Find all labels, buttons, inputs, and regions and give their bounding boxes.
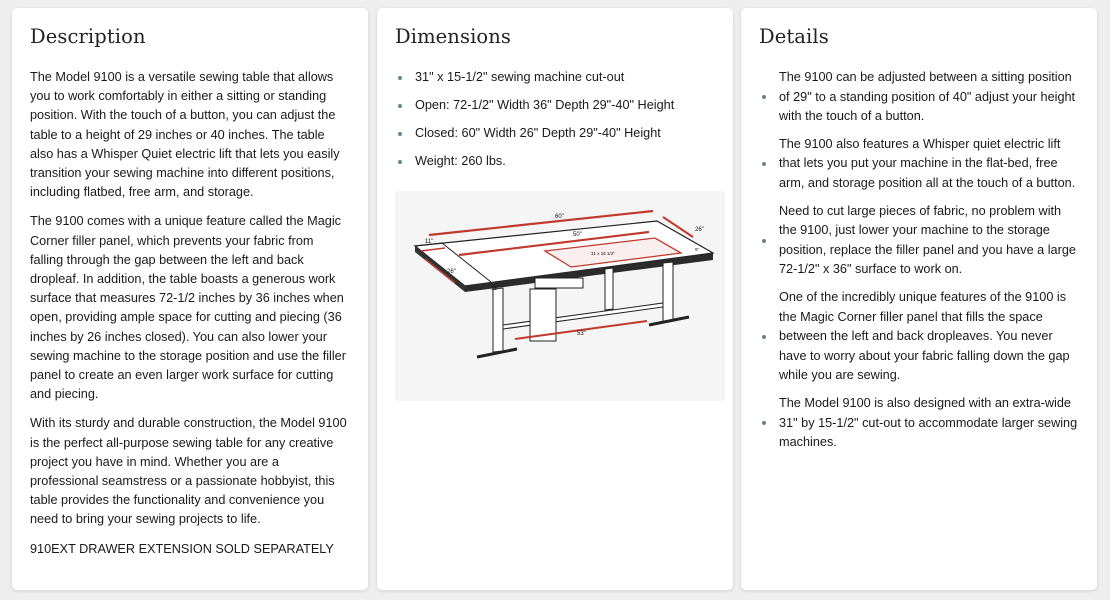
detail-item-magic-corner	[761, 288, 1079, 386]
detail-text: The Model 9100 is also designed with an extra-wide 31" by 15-1/2" cut-out to accommodate larger sewing machines.	[779, 395, 1078, 450]
detail-text: Need to cut large pieces of fabric, no problem with the 9100, just lower your machine to the storage position, replace the filler panel and you have a large 72-1/2" x 36" surface to work on.	[779, 203, 1076, 277]
leg-left	[493, 288, 503, 352]
detail-text: The 9100 also features a Whisper quiet electric lift that lets you put your machine in the flat-bed, free arm, and storage position all at the touch of a button.	[779, 136, 1076, 190]
label-cutout: 31 x 15 1/2"	[591, 251, 615, 256]
details-list	[761, 68, 1079, 453]
detail-item-cutout	[761, 394, 1079, 453]
dimension-item-cutout: 31" x 15-1/2" sewing machine cut-out	[397, 68, 715, 87]
detail-item-surface	[761, 202, 1079, 280]
detail-text: One of the incredibly unique features of the 9100 is the Magic Corner filler panel that fills the space between the left and back dropleaves. You never have to worry about your fabric falling down the gap while you are sewing.	[779, 289, 1070, 383]
description-card	[12, 8, 368, 590]
dimension-item-weight: Weight: 260 lbs.	[397, 152, 715, 171]
dimensions-list	[397, 68, 715, 171]
label-small-right: 9"	[695, 247, 700, 252]
label-width-inner: 50"	[573, 232, 582, 238]
drawer	[535, 278, 583, 288]
description-paragraph: The Model 9100 is a versatile sewing table that allows you to work comfortably in either a sitting or standing position. With the touch of a button, you can adjust the table to a height of 29 inches or 40 inches. The table also has a Whisper Quiet electric lift that lets you easily transition your sewing machine into different positions, including flatbed, free arm, and storage.	[30, 70, 340, 200]
detail-text: The 9100 can be adjusted between a sitting position of 29" to a standing position of 40" adjust your height with the touch of a button.	[779, 70, 1076, 124]
label-base: 53"	[577, 331, 586, 337]
description-body	[30, 68, 350, 559]
dimensions-card	[377, 8, 733, 590]
drawer-extension-note: 910EXT DRAWER EXTENSION SOLD SEPARATELY	[30, 541, 334, 556]
detail-item-lift	[761, 135, 1079, 194]
details-heading: Details	[759, 25, 829, 48]
description-paragraph: With its sturdy and durable construction, the Model 9100 is the perfect all-purpose sewing table for any creative project you have in mind. Whether you are a professional seamstress or a passionate hobbyist, this table provides the functionality and convenience you need to bring your sewing projects to life.	[30, 416, 347, 527]
label-front-small: 11"	[491, 286, 500, 292]
dimension-item-open: Open: 72-1/2" Width 36" Depth 29"-40" Height	[397, 96, 715, 115]
table-dimension-diagram	[395, 191, 725, 401]
dimensions-heading: Dimensions	[395, 25, 512, 48]
description-heading: Description	[30, 25, 146, 48]
description-paragraph: The 9100 comes with a unique feature called the Magic Corner filler panel, which prevents your fabric from falling through the gap between the left and back dropleaf. In addition, the table boasts a generous work surface that measures 72-1/2 inches by 36 inches when open, providing ample space for cutting and piecing (36 inches by 26 inches closed). You can also lower your sewing machine to the storage position and use the filler panel to create an even larger work surface for cutting and piecing.	[30, 214, 346, 402]
leg-right	[663, 262, 673, 322]
label-depth-left: 26"	[447, 269, 456, 275]
detail-item-height	[761, 68, 1079, 127]
dimension-item-closed: Closed: 60" Width 26" Depth 29"-40" Height	[397, 124, 715, 143]
label-width-total: 60"	[555, 214, 564, 220]
label-depth-right: 26"	[695, 227, 704, 233]
details-card	[741, 8, 1097, 590]
label-leaf-left: 11"	[425, 239, 434, 245]
